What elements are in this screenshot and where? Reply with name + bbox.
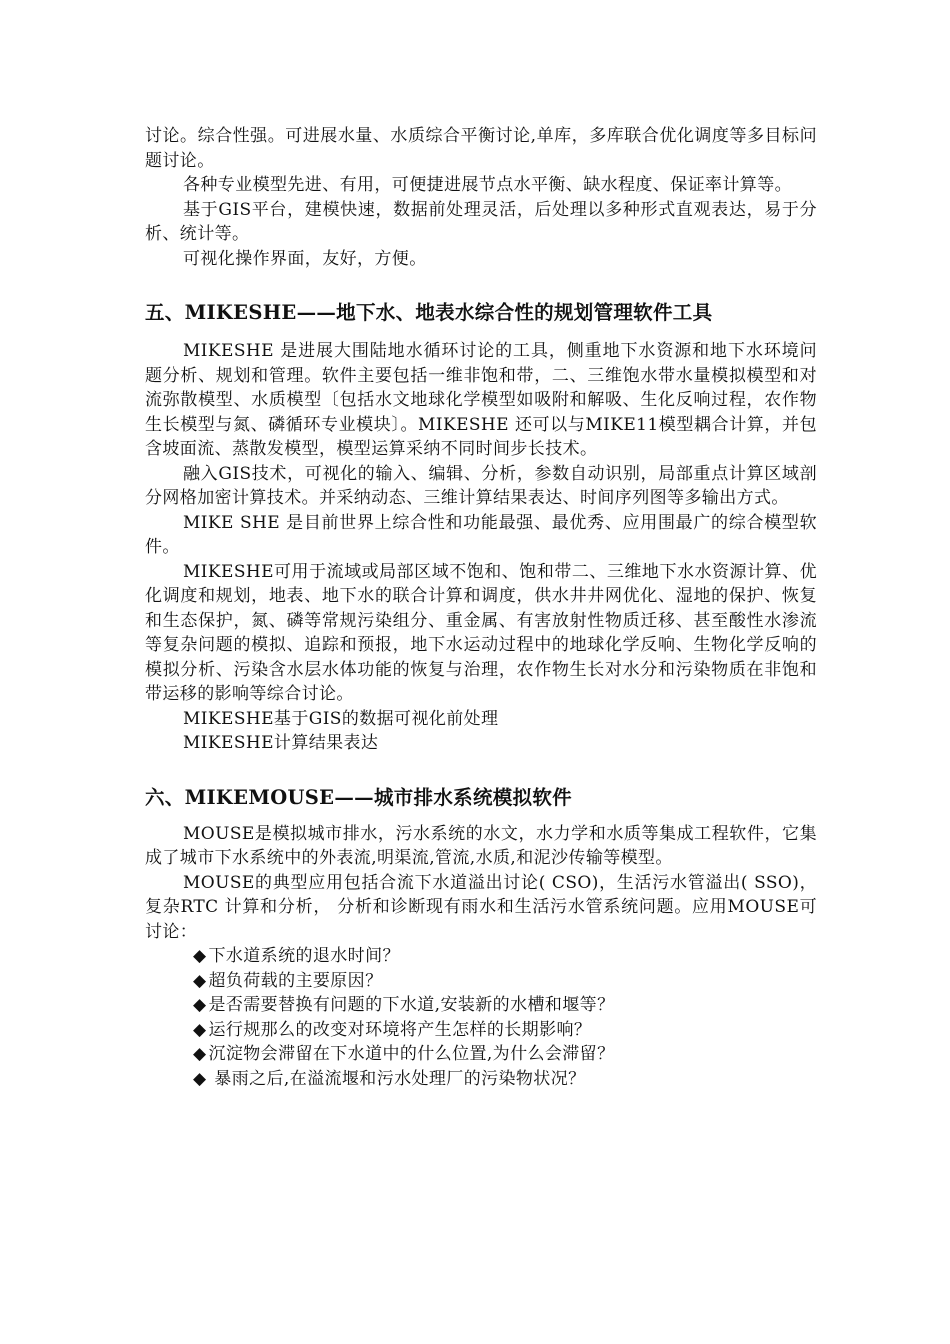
list-item: ◆ 超负荷载的主要原因？ — [145, 969, 817, 994]
list-item: ◆ 是否需要替换有问题的下水道,安装新的水槽和堰等？ — [145, 993, 817, 1018]
section-spacer — [145, 271, 817, 299]
section5-figure-caption: MIKESHE基于GIS的数据可视化前处理 — [183, 708, 499, 729]
intro-paragraph: 可视化操作界面，友好，方便。 — [183, 248, 427, 269]
diamond-bullet-icon: ◆ — [193, 1044, 207, 1064]
section5-paragraph: MIKESHE 是进展大围陆地水循环讨论的工具，侧重地下水资源和地下水环境问题分析、规划和管理。软件主要包括一维非饱和带，二、三维饱水带水量模拟模型和对流弥散模型、水质模型〔包括水文地球化学模型如吸附和解吸、生化反响过程，农作物生长模型与氮、磷循环专业模块〕。MIKESHE 还可以与MIKE11模型耦合计算，并包含坡面流、蒸散发模型，模型运算采纳不同时间步长技术。 — [145, 341, 817, 459]
mouse-question-list — [145, 944, 817, 1091]
section-spacer — [145, 756, 817, 784]
section6-paragraph: MOUSE是模拟城市排水，污水系统的水文，水力学和水质等集成工程软件，它集成了城市下水系统中的外表流,明渠流,管流,水质,和泥沙传输等模型。 — [145, 823, 817, 868]
section-spacer — [145, 812, 817, 822]
diamond-bullet-icon: ◆ — [193, 946, 207, 966]
section5-paragraph: MIKE SHE 是目前世界上综合性和功能最强、最优秀、应用围最广的综合模型软件。 — [145, 512, 817, 557]
section-heading-mikemouse: 六、MIKEMOUSE——城市排水系统模拟软件 — [145, 785, 572, 809]
diamond-bullet-icon: ◆ — [193, 970, 207, 991]
list-item: ◆ 暴雨之后,在溢流堰和污水处理厂的污染物状况？ — [145, 1067, 817, 1092]
section6-paragraph: MOUSE的典型应用包括合流下水道溢出讨论( CSO)，生活污水管溢出( SSO)，复杂RTC 计算和分析， 分析和诊断现有雨水和生活污水管系统问题。应用MOUSE可讨论： — [145, 872, 817, 942]
intro-paragraph: 各种专业模型先进、有用，可便捷进展节点水平衡、缺水程度、保证率计算等。 — [183, 175, 792, 195]
document-page — [145, 124, 817, 1091]
list-item: ◆ 运行规那么的改变对环境将产生怎样的长期影响？ — [145, 1018, 817, 1043]
diamond-bullet-icon: ◆ — [193, 995, 207, 1015]
intro-paragraph: 讨论。综合性强。可进展水量、水质综合平衡讨论,单库，多库联合优化调度等多目标问题讨论。 — [145, 126, 817, 171]
section5-paragraph: MIKESHE可用于流域或局部区域不饱和、饱和带二、三维地下水水资源计算、优化调度和规划，地表、地下水的联合计算和调度，供水井井网优化、湿地的保护、恢复和生态保护，氮、磷等常规污染组分、重金属、有害放射性物质迁移、甚至酸性水渗流等复杂问题的模拟、追踪和预报，地下水运动过程中的地球化学反响、生物化学反响的模拟分析、污染含水层水体功能的恢复与治理，农作物生长对水分和污染物质在非饱和带运移的影响等综合讨论。 — [145, 561, 817, 704]
section5-paragraph: 融入GIS技术，可视化的输入、编辑、分析，参数自动识别，局部重点计算区域剖分网格加密计算技术。并采纳动态、三维计算结果表达、时间序列图等多输出方式。 — [145, 463, 817, 508]
diamond-bullet-icon: ◆ — [193, 1068, 207, 1089]
section-heading-mikeshe: 五、MIKESHE——地下水、地表水综合性的规划管理软件工具 — [145, 301, 713, 324]
intro-paragraph: 基于GIS平台，建模快速，数据前处理灵活，后处理以多种形式直观表达，易于分析、统计等。 — [145, 199, 817, 244]
diamond-bullet-icon: ◆ — [193, 1019, 207, 1040]
list-item: ◆ 沉淀物会滞留在下水道中的什么位置,为什么会滞留？ — [145, 1042, 817, 1067]
list-item: ◆ 下水道系统的退水时间？ — [145, 944, 817, 969]
section-spacer — [145, 327, 817, 339]
section5-figure-caption: MIKESHE计算结果表达 — [183, 733, 379, 753]
